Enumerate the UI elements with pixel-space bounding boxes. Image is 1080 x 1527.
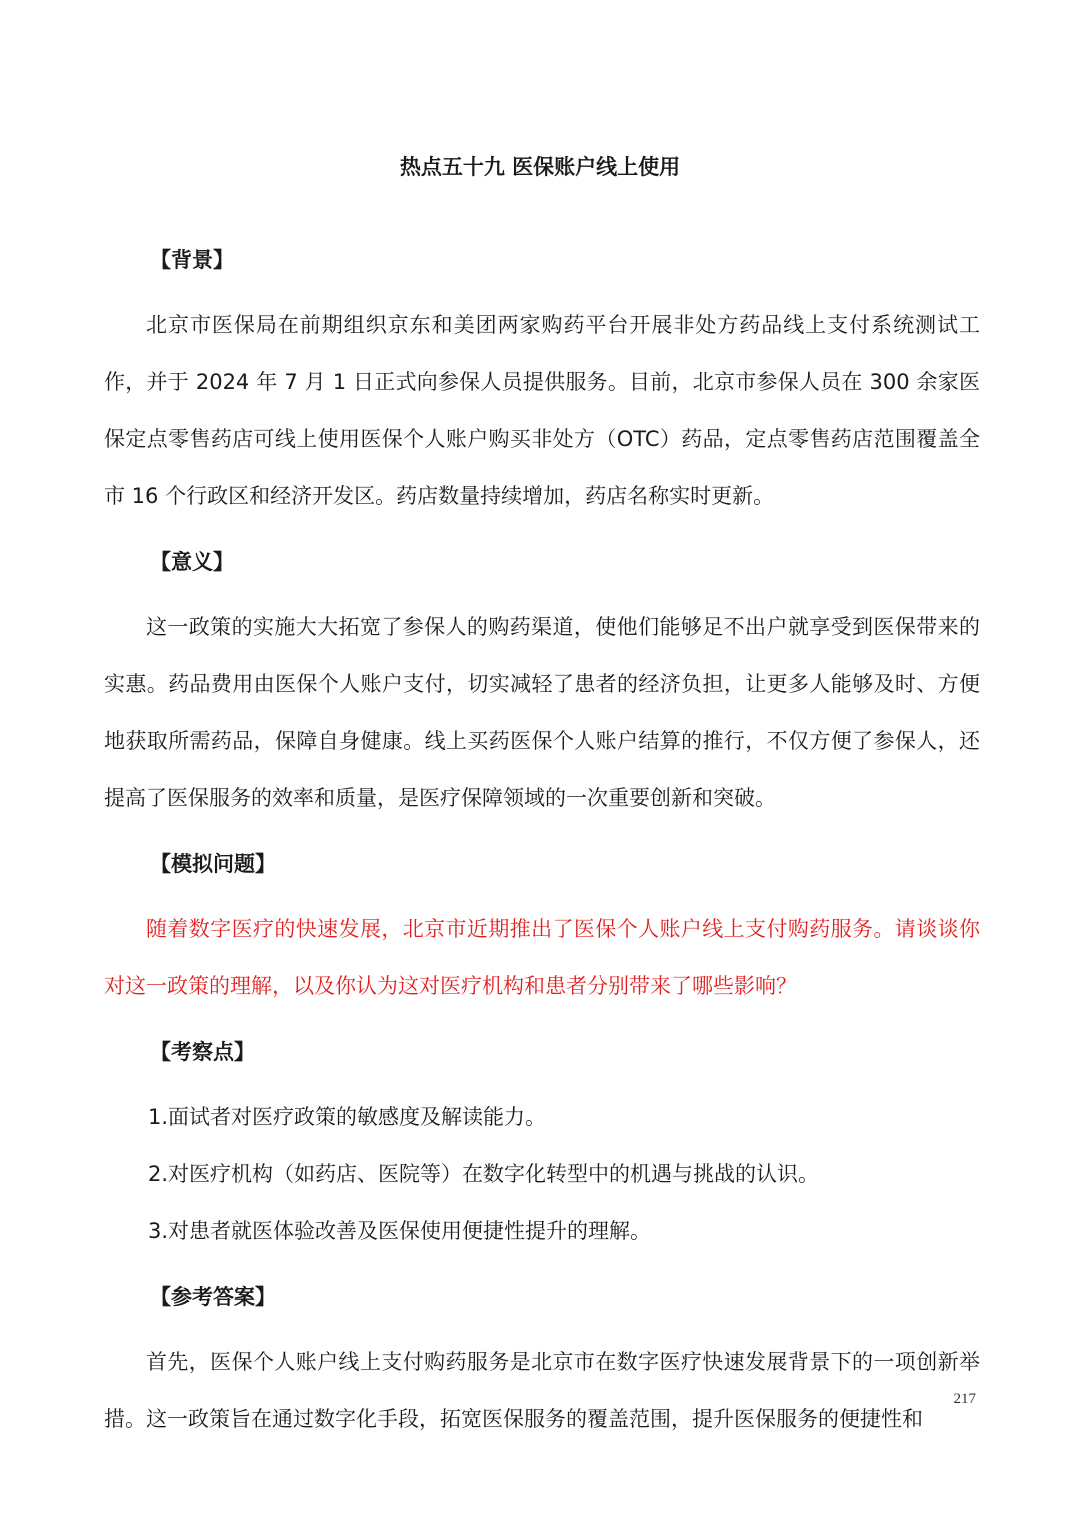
- answer-section: [104, 1277, 980, 1448]
- background-paragraph: 北京市医保局在前期组织京东和美团两家购药平台开展非处方药品线上支付系统测试工作，并于 2024 年 7 月 1 日正式向参保人员提供服务。目前，北京市参保人员在 300 余家医保定点零售药店可线上使用医保个人账户购买非处方（OTC）药品，定点零售药店范围覆盖全市 16 个行政区和经济开发区。药店数量持续增加，药店名称实时更新。: [104, 313, 980, 508]
- significance-paragraph: 这一政策的实施大大拓宽了参保人的购药渠道，使他们能够足不出户就享受到医保带来的实惠。药品费用由医保个人账户支付，切实减轻了患者的经济负担，让更多人能够及时、方便地获取所需药品，保障自身健康。线上买药医保个人账户结算的推行，不仅方便了参保人，还提高了医保服务的效率和质量，是医疗保障领域的一次重要创新和突破。: [104, 615, 980, 810]
- significance-heading: 【意义】: [150, 550, 234, 574]
- question-section: [104, 844, 980, 1015]
- background-heading: 【背景】: [150, 248, 234, 272]
- document-body: [104, 240, 980, 1448]
- assessment-point-1: 1.面试者对医疗政策的敏感度及解读能力。: [148, 1105, 547, 1129]
- answer-heading: 【参考答案】: [150, 1285, 276, 1309]
- background-section: [104, 240, 980, 525]
- assessment-point-3: 3.对患者就医体验改善及医保使用便捷性提升的理解。: [148, 1219, 652, 1243]
- assessment-point-2: 2.对医疗机构（如药店、医院等）在数字化转型中的机遇与挑战的认识。: [148, 1162, 820, 1186]
- significance-section: [104, 542, 980, 827]
- question-heading: 【模拟问题】: [150, 852, 276, 876]
- page-number: 217: [953, 1391, 976, 1407]
- question-paragraph: 随着数字医疗的快速发展，北京市近期推出了医保个人账户线上支付购药服务。请谈谈你对这一政策的理解，以及你认为这对医疗机构和患者分别带来了哪些影响？: [104, 917, 980, 998]
- page-title: 热点五十九 医保账户线上使用: [399, 155, 681, 179]
- assessment-section: [104, 1032, 980, 1260]
- assessment-heading: 【考察点】: [150, 1040, 255, 1064]
- answer-paragraph: 首先，医保个人账户线上支付购药服务是北京市在数字医疗快速发展背景下的一项创新举措。这一政策旨在通过数字化手段，拓宽医保服务的覆盖范围，提升医保服务的便捷性和: [104, 1350, 980, 1431]
